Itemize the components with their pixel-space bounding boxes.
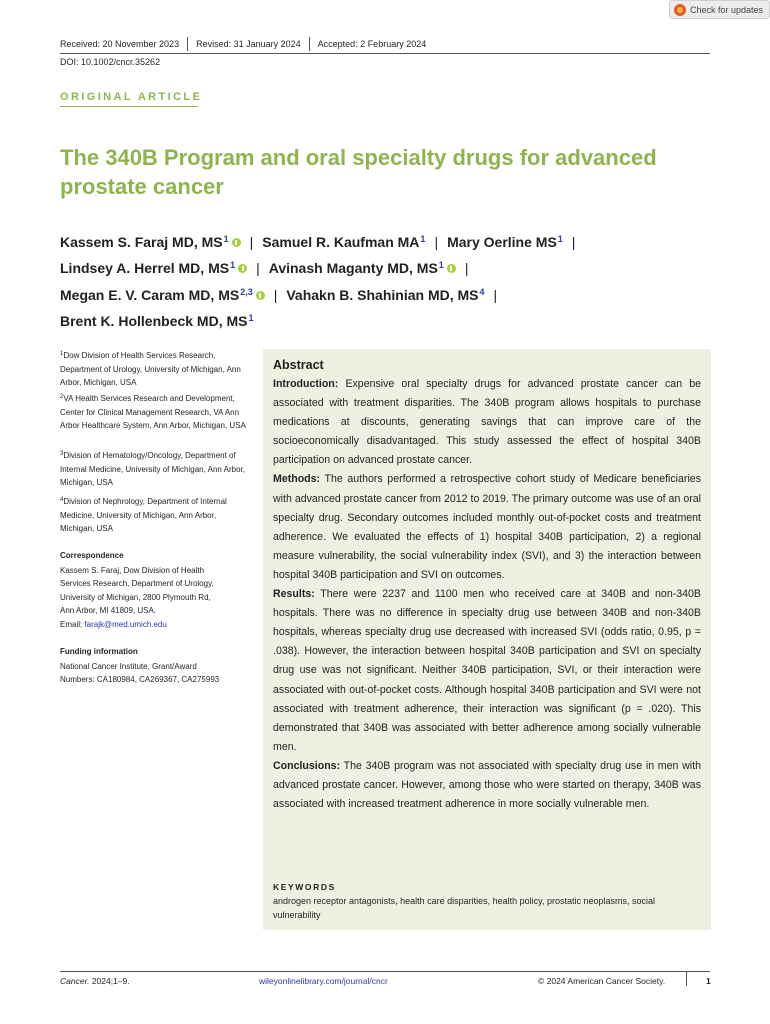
article-type: ORIGINAL ARTICLE — [60, 91, 203, 103]
revised-date: Revised: 31 January 2024 — [196, 39, 301, 49]
funding-text: National Cancer Institute, Grant/Award Numbers: CA180984, CA269367, CA275993 — [60, 662, 220, 685]
page-number: 1 — [706, 976, 711, 986]
author-list — [60, 228, 710, 333]
header-rule — [60, 53, 710, 54]
author-line: Kassem S. Faraj MD, $MS^1$ | Samuel R. Kaufman $MA^1$ | Mary Oerline $MS^1$ | — [60, 234, 576, 250]
abstract-heading: Abstract — [273, 358, 324, 372]
abstract-methods: Methods: The authors performed a retrospective cohort study of Medicare beneficiaries with advanced prostate cancer from 2012 to 2019. The primary outcome was use of an oral specialty drug. Secondary outcomes included monthly out-of-pocket costs and treatment adherence. We evaluated the effects of 1) hospital 340B participation, 2) a regional measure vulnerability, the social vulnerability index (SVI), and 3) the interaction between hospital 340B participation and SVI on outcomes. — [273, 473, 701, 581]
journal-url-link[interactable]: wileyonlinelibrary.com/journal/cncr — [259, 976, 388, 986]
affiliation: $^1$Dow Division of Health Services Research, Department of Urology, University of Michigan, Ann Arbor, Michigan, USA — [60, 351, 241, 388]
check-for-updates-button[interactable] — [669, 0, 770, 19]
author: Samuel R. Kaufman $MA^1$ — [262, 234, 426, 250]
author: Avinash Maganty MD, $MS^1$ — [269, 260, 456, 276]
divider — [309, 37, 310, 51]
footer-citation: Cancer. 2024;1–9. — [60, 976, 130, 986]
abstract-conclusions: Conclusions: The 340B program was not associated with specialty drug use in men with advanced prostate cancer. However, among those who were started on therapy, 340B was associated with increased treatment adherence in more socially vulnerable men. — [273, 759, 701, 811]
footer-rule — [60, 971, 710, 972]
orcid-icon[interactable] — [232, 238, 241, 247]
author: Brent K. Hollenbeck MD, $MS^1$ — [60, 312, 254, 329]
received-date: Received: 20 November 2023 — [60, 39, 180, 49]
affiliation: $^2$VA Health Services Research and Development, Center for Clinical Management Research, VA Ann Arbor Healthcare System, Ann Arbor, Michigan, USA — [60, 394, 246, 431]
correspondence-address: Kassem S. Faraj, Dow Division of Health Services Research, Department of Urology, University of Michigan, 2800 Plymouth Rd, Ann Arbor, MI 41809, USA. Email: farajk@med.umich.edu — [60, 566, 214, 629]
author: Mary Oerline $MS^1$ — [447, 234, 563, 250]
keywords-text: androgen receptor antagonists, health care disparities, health policy, prostatic neoplasms, social vulnerability — [273, 896, 656, 920]
author-line: Lindsey A. Herrel MD, $MS^1$ | Avinash Maganty MD, $MS^1$ | — [60, 260, 469, 277]
abstract-introduction: Introduction: Expensive oral specialty drugs for advanced prostate cancer can be associated with treatment disparities. The 340B program allows hospitals to purchase medications at discounts, generating savings that can improve care of the socioeconomically disadvantaged. This study assessed the effect of hospital 340B participation on advanced prostate cancer. — [273, 378, 701, 467]
check-updates-icon — [674, 4, 686, 16]
affiliation: $^3$Division of Hematology/Oncology, Department of Internal Medicine, University of Michigan, Ann Arbor, Michigan, USA — [60, 451, 245, 488]
article-dates — [60, 37, 426, 51]
author: Vahakn B. Shahinian MD, $MS^4$ — [286, 286, 485, 303]
orcid-icon[interactable] — [238, 264, 247, 273]
correspondence-heading: Correspondence — [60, 551, 124, 560]
footer-divider — [686, 972, 687, 986]
accepted-date: Accepted: 2 February 2024 — [317, 39, 427, 49]
affiliation: $^4$Division of Nephrology, Department of Internal Medicine, University of Michigan, Ann Arbor, Michigan, USA — [60, 497, 227, 534]
abstract-body — [273, 375, 701, 814]
article-type-underline — [60, 106, 198, 107]
article-title: The 340B Program and oral specialty drugs for advanced prostate cancer — [60, 145, 657, 199]
copyright: © 2024 American Cancer Society. — [538, 976, 666, 986]
orcid-icon[interactable] — [447, 264, 456, 273]
abstract-results: Results: There were 2237 and 1100 men who received care at 340B and non-340B hospitals. There was no difference in specialty drug use between 340B and non-340B hospitals, whereas specialty drug use decreased with increased SVI (odds ratio, 0.95, p = .038). However, the interaction between hospital 340B participation and SVI on specialty drug use was not significant. Neither 340B participation, SVI, or their interaction were associated with out-of-pocket costs. Although hospital 340B participation and SVI were not associated with treatment adherence, their interaction was significant (p = .020). This demonstrated that 340B was associated with better adherence among socially vulnerable men. — [273, 588, 701, 753]
check-updates-label: Check for updates — [690, 4, 764, 15]
doi: DOI: 10.1002/cncr.35262 — [60, 57, 161, 67]
divider — [187, 37, 188, 51]
author: Lindsey A. Herrel MD, $MS^1$ — [60, 260, 247, 276]
author-line — [60, 307, 710, 333]
orcid-icon[interactable] — [256, 291, 265, 300]
author: Megan E. V. Caram MD, MS$^{2,3}$ — [60, 287, 265, 303]
author: Kassem S. Faraj MD, $MS^1$ — [60, 234, 241, 250]
author-line: Megan E. V. Caram MD, MS$^{2,3}$ | Vahakn B. Shahinian MD, $MS^4$ | — [60, 286, 498, 303]
email-link[interactable]: farajk@med.umich.edu — [84, 619, 167, 629]
funding-heading: Funding information — [60, 647, 138, 656]
keywords-heading: KEYWORDS — [273, 882, 336, 892]
